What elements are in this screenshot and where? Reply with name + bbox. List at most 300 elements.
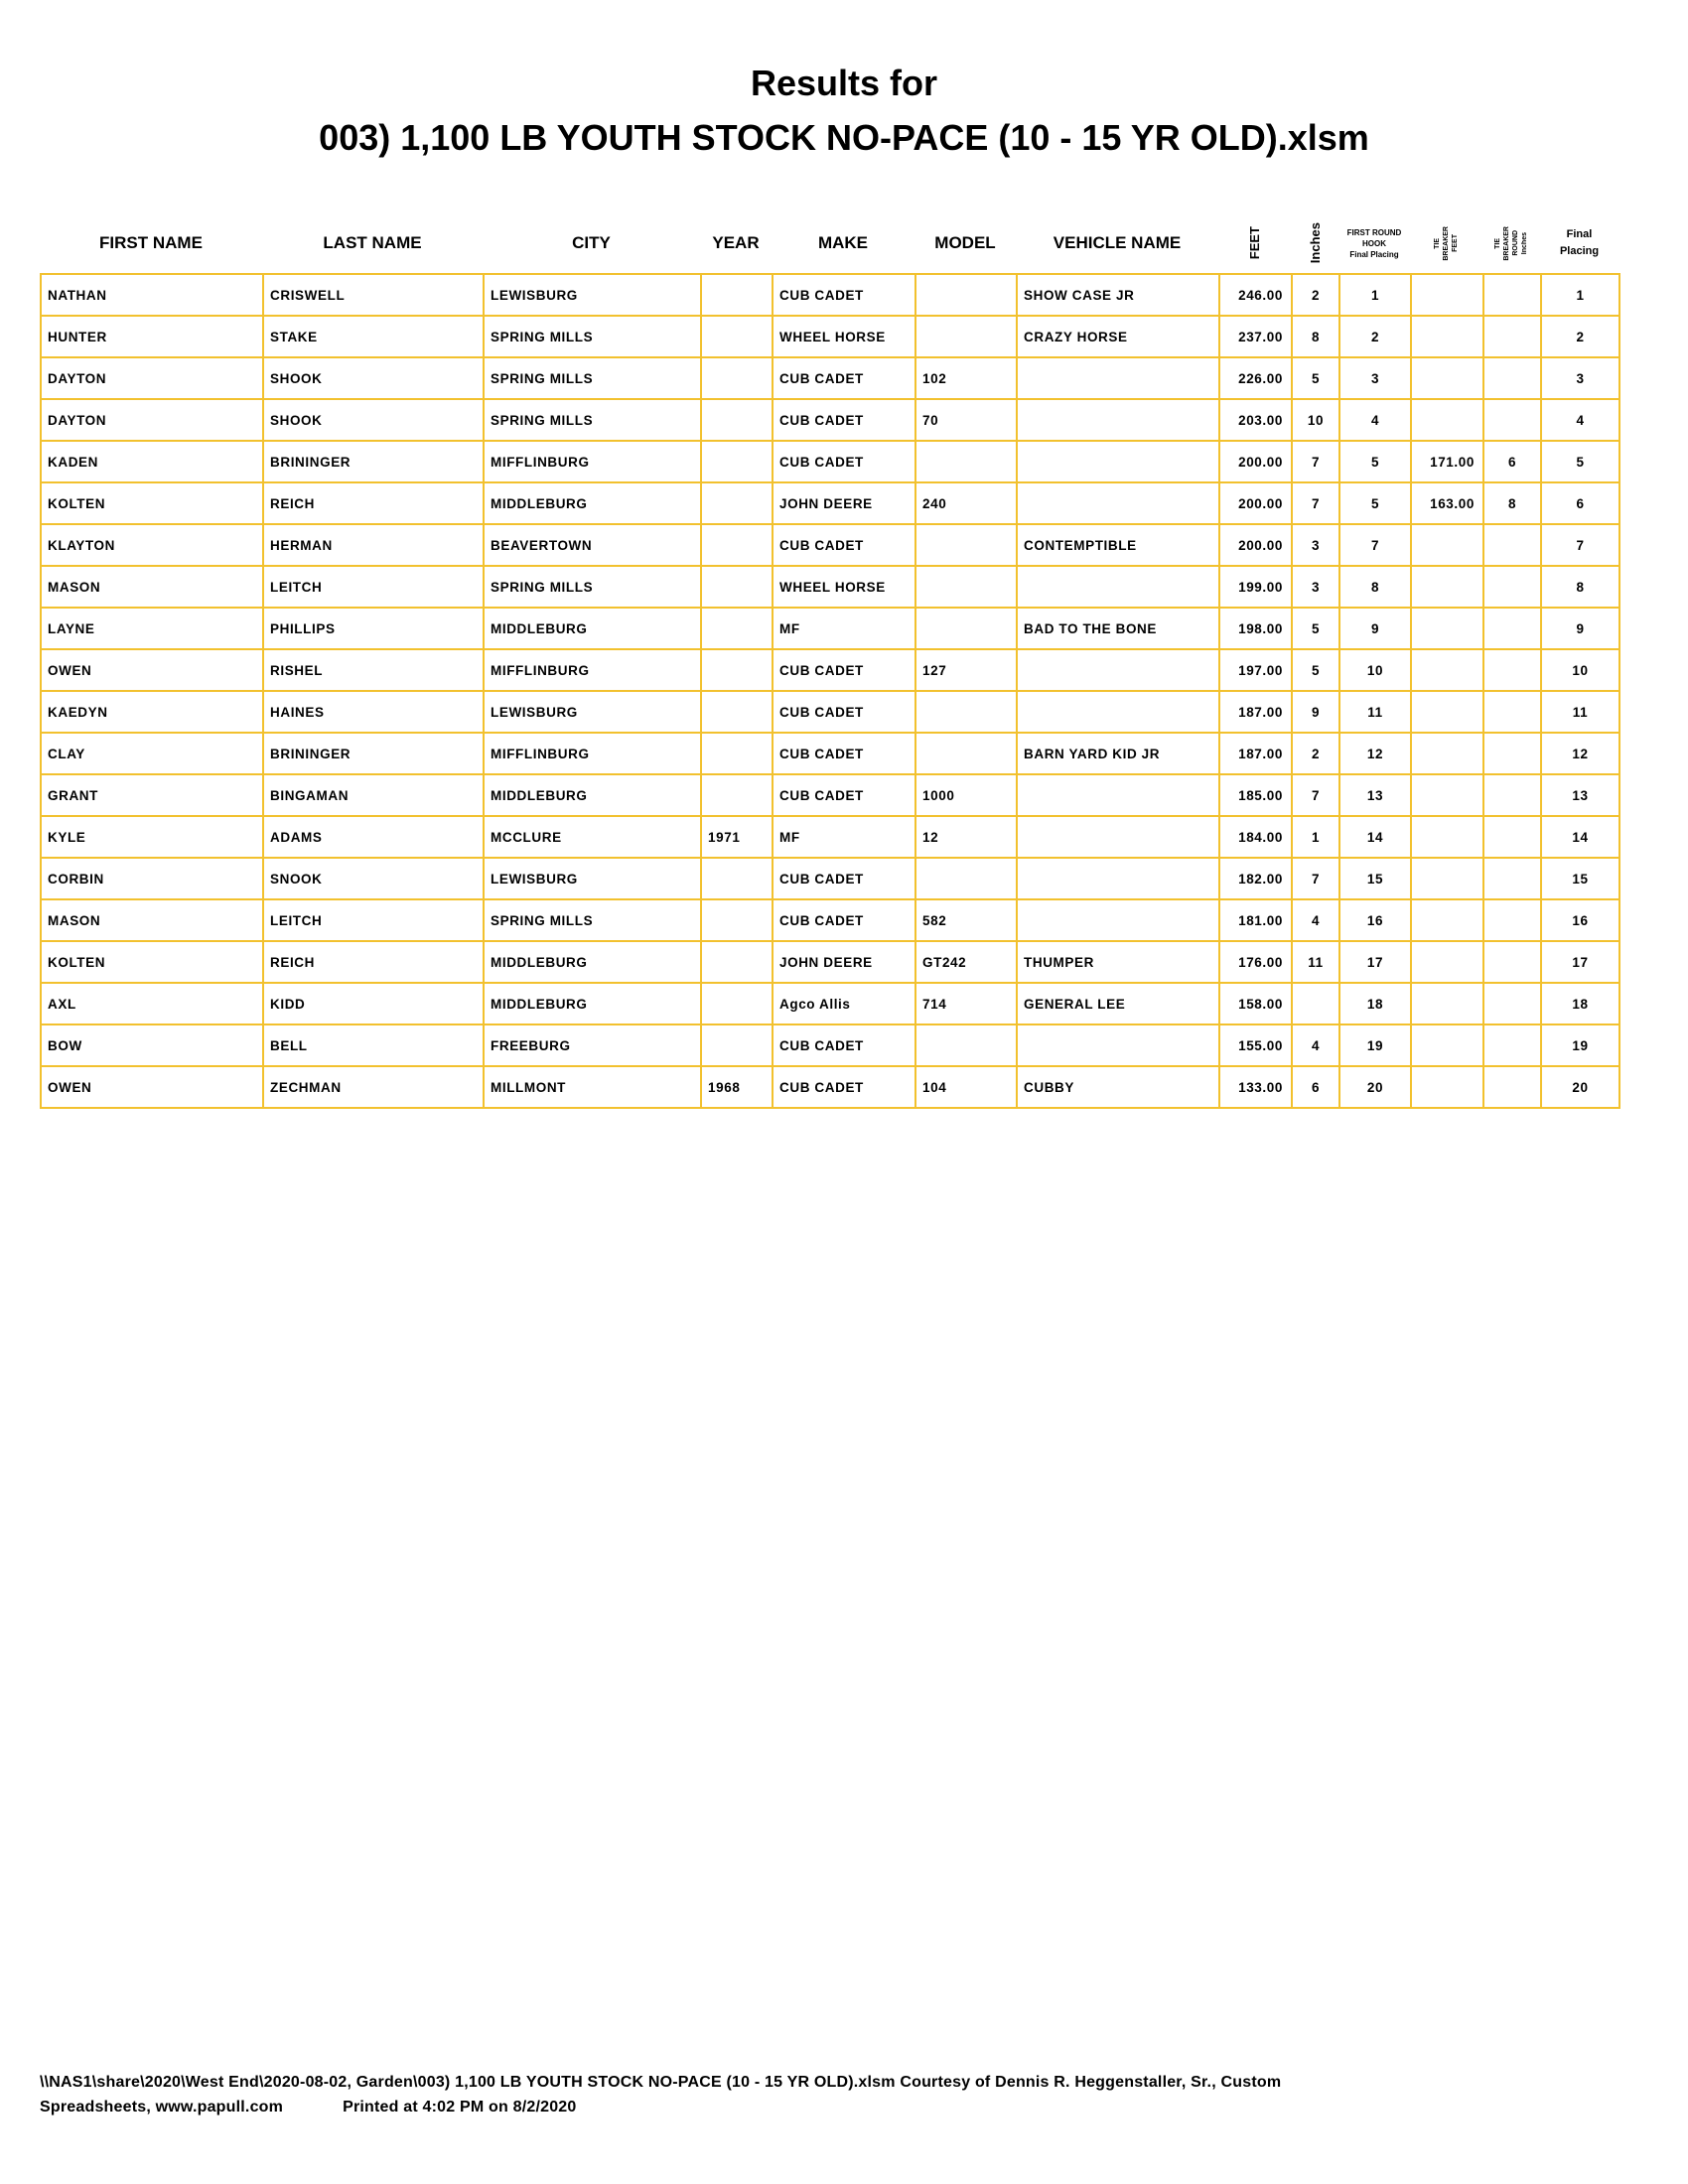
cell-vehicle-name: BARN YARD KID JR: [1017, 733, 1219, 774]
cell-make: MF: [773, 816, 915, 858]
cell-vehicle-name: SHOW CASE JR: [1017, 274, 1219, 316]
cell-city: BEAVERTOWN: [484, 524, 701, 566]
cell-first-name: AXL: [41, 983, 263, 1024]
cell-last-name: REICH: [263, 941, 484, 983]
footer-site: Spreadsheets, www.papull.com: [40, 2099, 284, 2116]
header-feet-label: FEET: [1247, 226, 1262, 260]
cell-tiebreaker-feet: [1411, 858, 1483, 899]
cell-final-placing: 2: [1541, 316, 1619, 357]
cell-tiebreaker-feet: [1411, 649, 1483, 691]
cell-city: SPRING MILLS: [484, 566, 701, 608]
table-row: [41, 941, 1619, 983]
cell-feet: 200.00: [1219, 524, 1292, 566]
cell-first-name: LAYNE: [41, 608, 263, 649]
cell-make: CUB CADET: [773, 274, 915, 316]
cell-year: [701, 941, 773, 983]
cell-model: 70: [915, 399, 1017, 441]
cell-feet: 246.00: [1219, 274, 1292, 316]
cell-last-name: RISHEL: [263, 649, 484, 691]
cell-feet: 185.00: [1219, 774, 1292, 816]
cell-inches: 1: [1292, 816, 1339, 858]
cell-model: GT242: [915, 941, 1017, 983]
cell-tiebreaker-feet: [1411, 524, 1483, 566]
cell-vehicle-name: CRAZY HORSE: [1017, 316, 1219, 357]
cell-inches: 5: [1292, 608, 1339, 649]
header-first-round-l2: HOOK: [1362, 238, 1386, 248]
cell-first-round: 4: [1339, 399, 1411, 441]
cell-year: [701, 524, 773, 566]
cell-inches: 7: [1292, 858, 1339, 899]
cell-first-round: 11: [1339, 691, 1411, 733]
cell-final-placing: 12: [1541, 733, 1619, 774]
cell-final-placing: 20: [1541, 1066, 1619, 1108]
cell-final-placing: 13: [1541, 774, 1619, 816]
cell-vehicle-name: [1017, 399, 1219, 441]
footer: [40, 2070, 1648, 2119]
cell-model: 240: [915, 482, 1017, 524]
cell-make: CUB CADET: [773, 1024, 915, 1066]
cell-final-placing: 14: [1541, 816, 1619, 858]
cell-tiebreaker-inches: [1483, 941, 1541, 983]
cell-tiebreaker-inches: [1483, 899, 1541, 941]
cell-first-round: 1: [1339, 274, 1411, 316]
header-first-name: FIRST NAME: [99, 233, 203, 252]
cell-year: [701, 774, 773, 816]
cell-inches: 3: [1292, 524, 1339, 566]
cell-year: [701, 733, 773, 774]
cell-make: CUB CADET: [773, 733, 915, 774]
cell-last-name: HAINES: [263, 691, 484, 733]
cell-tiebreaker-inches: [1483, 1024, 1541, 1066]
cell-tiebreaker-feet: [1411, 608, 1483, 649]
cell-first-round: 16: [1339, 899, 1411, 941]
cell-tiebreaker-inches: [1483, 649, 1541, 691]
cell-feet: 182.00: [1219, 858, 1292, 899]
cell-feet: 181.00: [1219, 899, 1292, 941]
cell-first-name: BOW: [41, 1024, 263, 1066]
cell-inches: 4: [1292, 899, 1339, 941]
cell-final-placing: 11: [1541, 691, 1619, 733]
cell-last-name: PHILLIPS: [263, 608, 484, 649]
cell-first-name: DAYTON: [41, 399, 263, 441]
header-tb-round-l2: BREAKER: [1503, 225, 1510, 261]
cell-city: SPRING MILLS: [484, 316, 701, 357]
header-year: YEAR: [712, 233, 760, 252]
cell-year: [701, 983, 773, 1024]
cell-final-placing: 16: [1541, 899, 1619, 941]
cell-make: CUB CADET: [773, 524, 915, 566]
cell-tiebreaker-inches: [1483, 316, 1541, 357]
cell-last-name: BINGAMAN: [263, 774, 484, 816]
cell-inches: 9: [1292, 691, 1339, 733]
cell-year: [701, 274, 773, 316]
cell-final-placing: 17: [1541, 941, 1619, 983]
cell-feet: 200.00: [1219, 441, 1292, 482]
header-final-l1: Final: [1566, 228, 1593, 240]
cell-tiebreaker-inches: [1483, 1066, 1541, 1108]
table-row: [41, 774, 1619, 816]
cell-tiebreaker-inches: [1483, 274, 1541, 316]
cell-first-round: 19: [1339, 1024, 1411, 1066]
cell-final-placing: 15: [1541, 858, 1619, 899]
cell-tiebreaker-feet: [1411, 274, 1483, 316]
header-tb-round-l3: ROUND: [1512, 230, 1519, 256]
cell-inches: 8: [1292, 316, 1339, 357]
table-row: [41, 441, 1619, 482]
cell-city: LEWISBURG: [484, 274, 701, 316]
cell-model: 714: [915, 983, 1017, 1024]
table-row: [41, 316, 1619, 357]
cell-last-name: ZECHMAN: [263, 1066, 484, 1108]
cell-make: CUB CADET: [773, 441, 915, 482]
cell-first-round: 13: [1339, 774, 1411, 816]
cell-year: [701, 399, 773, 441]
footer-path-line: \\NAS1\share\2020\West End\2020-08-02, Garden\003) 1,100 LB YOUTH STOCK NO-PACE (10 - 15 YR OLD).xlsm Courtesy of Dennis R. Heggenstaller, Sr., Custom: [40, 2074, 1282, 2091]
cell-first-round: 8: [1339, 566, 1411, 608]
cell-feet: 158.00: [1219, 983, 1292, 1024]
cell-tiebreaker-feet: 171.00: [1411, 441, 1483, 482]
cell-tiebreaker-inches: 8: [1483, 482, 1541, 524]
cell-last-name: HERMAN: [263, 524, 484, 566]
cell-tiebreaker-inches: [1483, 357, 1541, 399]
cell-vehicle-name: [1017, 816, 1219, 858]
cell-year: [701, 566, 773, 608]
cell-tiebreaker-feet: 163.00: [1411, 482, 1483, 524]
header-final-placing: [1540, 208, 1618, 278]
cell-first-round: 9: [1339, 608, 1411, 649]
cell-tiebreaker-feet: [1411, 816, 1483, 858]
cell-make: CUB CADET: [773, 858, 915, 899]
cell-make: WHEEL HORSE: [773, 316, 915, 357]
cell-vehicle-name: [1017, 649, 1219, 691]
cell-last-name: BELL: [263, 1024, 484, 1066]
cell-feet: 226.00: [1219, 357, 1292, 399]
footer-second-line: [40, 2095, 1648, 2119]
header-first-round-l3: Final Placing: [1349, 249, 1399, 259]
table-row: [41, 1066, 1619, 1108]
cell-final-placing: 19: [1541, 1024, 1619, 1066]
cell-inches: 2: [1292, 274, 1339, 316]
cell-first-name: KYLE: [41, 816, 263, 858]
cell-last-name: REICH: [263, 482, 484, 524]
cell-tiebreaker-feet: [1411, 774, 1483, 816]
cell-model: [915, 733, 1017, 774]
cell-feet: 187.00: [1219, 733, 1292, 774]
cell-tiebreaker-inches: [1483, 691, 1541, 733]
cell-inches: 2: [1292, 733, 1339, 774]
cell-make: CUB CADET: [773, 399, 915, 441]
cell-tiebreaker-inches: [1483, 608, 1541, 649]
cell-first-round: 17: [1339, 941, 1411, 983]
cell-vehicle-name: CUBBY: [1017, 1066, 1219, 1108]
cell-vehicle-name: [1017, 482, 1219, 524]
cell-last-name: SHOOK: [263, 399, 484, 441]
table-row: [41, 524, 1619, 566]
header-inches-label: Inches: [1307, 222, 1323, 264]
cell-first-name: MASON: [41, 566, 263, 608]
table-row: [41, 357, 1619, 399]
cell-first-name: OWEN: [41, 649, 263, 691]
cell-feet: 187.00: [1219, 691, 1292, 733]
cell-vehicle-name: THUMPER: [1017, 941, 1219, 983]
cell-first-round: 3: [1339, 357, 1411, 399]
cell-model: [915, 608, 1017, 649]
cell-year: 1971: [701, 816, 773, 858]
cell-last-name: SNOOK: [263, 858, 484, 899]
cell-first-name: GRANT: [41, 774, 263, 816]
cell-inches: 5: [1292, 649, 1339, 691]
header-tb-feet-l1: TIE: [1434, 237, 1441, 249]
cell-inches: 4: [1292, 1024, 1339, 1066]
cell-first-name: MASON: [41, 899, 263, 941]
cell-model: 127: [915, 649, 1017, 691]
cell-make: CUB CADET: [773, 357, 915, 399]
cell-year: [701, 858, 773, 899]
table-row: [41, 566, 1619, 608]
cell-feet: 199.00: [1219, 566, 1292, 608]
cell-tiebreaker-feet: [1411, 691, 1483, 733]
cell-final-placing: 3: [1541, 357, 1619, 399]
cell-year: [701, 691, 773, 733]
cell-tiebreaker-inches: [1483, 816, 1541, 858]
cell-feet: 184.00: [1219, 816, 1292, 858]
header-tiebreaker-round: [1482, 208, 1540, 278]
cell-make: WHEEL HORSE: [773, 566, 915, 608]
cell-make: JOHN DEERE: [773, 941, 915, 983]
cell-inches: 7: [1292, 774, 1339, 816]
cell-city: MIDDLEBURG: [484, 983, 701, 1024]
header-model: MODEL: [934, 233, 996, 252]
cell-vehicle-name: GENERAL LEE: [1017, 983, 1219, 1024]
header-inches: [1291, 208, 1338, 278]
cell-tiebreaker-inches: [1483, 524, 1541, 566]
cell-last-name: KIDD: [263, 983, 484, 1024]
cell-tiebreaker-inches: [1483, 399, 1541, 441]
cell-vehicle-name: BAD TO THE BONE: [1017, 608, 1219, 649]
header-tb-feet-l3: FEET: [1452, 234, 1459, 252]
header-tb-round-l4: Inches: [1521, 231, 1528, 255]
header-feet: [1218, 208, 1291, 278]
cell-first-name: CLAY: [41, 733, 263, 774]
cell-make: JOHN DEERE: [773, 482, 915, 524]
cell-city: LEWISBURG: [484, 858, 701, 899]
table-row: [41, 983, 1619, 1024]
cell-last-name: STAKE: [263, 316, 484, 357]
cell-first-round: 10: [1339, 649, 1411, 691]
cell-final-placing: 1: [1541, 274, 1619, 316]
header-city: CITY: [572, 233, 611, 252]
cell-inches: 6: [1292, 1066, 1339, 1108]
header-tiebreaker-feet: [1410, 208, 1482, 278]
cell-tiebreaker-feet: [1411, 733, 1483, 774]
cell-city: MIFFLINBURG: [484, 733, 701, 774]
cell-year: [701, 649, 773, 691]
cell-final-placing: 10: [1541, 649, 1619, 691]
cell-inches: 7: [1292, 482, 1339, 524]
cell-year: [701, 482, 773, 524]
cell-vehicle-name: [1017, 691, 1219, 733]
cell-last-name: BRININGER: [263, 733, 484, 774]
cell-tiebreaker-feet: [1411, 899, 1483, 941]
cell-vehicle-name: CONTEMPTIBLE: [1017, 524, 1219, 566]
cell-year: [701, 608, 773, 649]
cell-tiebreaker-inches: [1483, 774, 1541, 816]
cell-final-placing: 7: [1541, 524, 1619, 566]
cell-feet: 203.00: [1219, 399, 1292, 441]
cell-tiebreaker-feet: [1411, 316, 1483, 357]
cell-last-name: ADAMS: [263, 816, 484, 858]
cell-make: MF: [773, 608, 915, 649]
cell-first-round: 14: [1339, 816, 1411, 858]
cell-model: 104: [915, 1066, 1017, 1108]
cell-year: [701, 316, 773, 357]
header-last-name: LAST NAME: [323, 233, 422, 252]
cell-vehicle-name: [1017, 357, 1219, 399]
cell-final-placing: 5: [1541, 441, 1619, 482]
cell-model: [915, 524, 1017, 566]
cell-feet: 155.00: [1219, 1024, 1292, 1066]
cell-tiebreaker-feet: [1411, 357, 1483, 399]
table-row: [41, 1024, 1619, 1066]
cell-inches: [1292, 983, 1339, 1024]
table-row: [41, 399, 1619, 441]
cell-inches: 7: [1292, 441, 1339, 482]
cell-final-placing: 18: [1541, 983, 1619, 1024]
cell-city: MCCLURE: [484, 816, 701, 858]
table-row: [41, 608, 1619, 649]
page-title-line1: Results for: [750, 63, 938, 103]
cell-make: CUB CADET: [773, 774, 915, 816]
cell-first-round: 18: [1339, 983, 1411, 1024]
table-row: [41, 649, 1619, 691]
cell-final-placing: 8: [1541, 566, 1619, 608]
header-make: MAKE: [817, 233, 869, 252]
cell-city: MIDDLEBURG: [484, 774, 701, 816]
cell-tiebreaker-feet: [1411, 941, 1483, 983]
results-table: [40, 273, 1620, 1109]
cell-vehicle-name: [1017, 441, 1219, 482]
cell-inches: 10: [1292, 399, 1339, 441]
cell-first-round: 5: [1339, 482, 1411, 524]
cell-final-placing: 9: [1541, 608, 1619, 649]
cell-first-round: 20: [1339, 1066, 1411, 1108]
header-first-round: [1338, 208, 1410, 278]
cell-last-name: CRISWELL: [263, 274, 484, 316]
cell-tiebreaker-feet: [1411, 399, 1483, 441]
cell-first-round: 7: [1339, 524, 1411, 566]
cell-feet: 133.00: [1219, 1066, 1292, 1108]
cell-tiebreaker-inches: [1483, 733, 1541, 774]
cell-model: 102: [915, 357, 1017, 399]
cell-city: MIDDLEBURG: [484, 941, 701, 983]
cell-tiebreaker-inches: [1483, 983, 1541, 1024]
cell-make: CUB CADET: [773, 899, 915, 941]
cell-tiebreaker-inches: 6: [1483, 441, 1541, 482]
cell-city: MIDDLEBURG: [484, 482, 701, 524]
table-row: [41, 482, 1619, 524]
cell-year: [701, 357, 773, 399]
cell-model: 582: [915, 899, 1017, 941]
footer-printed: Printed at 4:02 PM on 8/2/2020: [343, 2099, 577, 2116]
cell-first-round: 5: [1339, 441, 1411, 482]
page-title-line2: 003) 1,100 LB YOUTH STOCK NO-PACE (10 - 15 YR OLD).xlsm: [319, 117, 1369, 158]
cell-tiebreaker-inches: [1483, 566, 1541, 608]
cell-final-placing: 6: [1541, 482, 1619, 524]
cell-vehicle-name: [1017, 566, 1219, 608]
cell-make: Agco Allis: [773, 983, 915, 1024]
cell-tiebreaker-feet: [1411, 983, 1483, 1024]
cell-first-name: KADEN: [41, 441, 263, 482]
cell-first-name: CORBIN: [41, 858, 263, 899]
cell-first-round: 2: [1339, 316, 1411, 357]
cell-make: CUB CADET: [773, 691, 915, 733]
cell-first-name: KOLTEN: [41, 941, 263, 983]
cell-tiebreaker-feet: [1411, 1066, 1483, 1108]
cell-first-name: KAEDYN: [41, 691, 263, 733]
cell-model: 12: [915, 816, 1017, 858]
table-row: [41, 691, 1619, 733]
cell-inches: 11: [1292, 941, 1339, 983]
cell-vehicle-name: [1017, 858, 1219, 899]
table-row: [41, 274, 1619, 316]
cell-last-name: LEITCH: [263, 899, 484, 941]
cell-last-name: BRININGER: [263, 441, 484, 482]
results-body: [41, 274, 1619, 1108]
cell-first-name: KOLTEN: [41, 482, 263, 524]
table-row: [41, 899, 1619, 941]
cell-year: [701, 441, 773, 482]
cell-city: MIFFLINBURG: [484, 649, 701, 691]
cell-year: [701, 1024, 773, 1066]
header-final-l2: Placing: [1559, 245, 1600, 257]
cell-city: MIFFLINBURG: [484, 441, 701, 482]
cell-first-name: HUNTER: [41, 316, 263, 357]
cell-first-name: OWEN: [41, 1066, 263, 1108]
cell-city: SPRING MILLS: [484, 357, 701, 399]
cell-vehicle-name: [1017, 1024, 1219, 1066]
cell-feet: 237.00: [1219, 316, 1292, 357]
cell-model: [915, 274, 1017, 316]
cell-first-name: NATHAN: [41, 274, 263, 316]
cell-make: CUB CADET: [773, 1066, 915, 1108]
cell-tiebreaker-feet: [1411, 566, 1483, 608]
table-row: [41, 733, 1619, 774]
cell-model: [915, 858, 1017, 899]
cell-first-round: 15: [1339, 858, 1411, 899]
cell-model: 1000: [915, 774, 1017, 816]
cell-feet: 197.00: [1219, 649, 1292, 691]
header-first-round-l1: FIRST ROUND: [1346, 227, 1402, 237]
header-tb-round-l1: TIE: [1494, 237, 1501, 249]
cell-inches: 5: [1292, 357, 1339, 399]
cell-city: MILLMONT: [484, 1066, 701, 1108]
cell-city: LEWISBURG: [484, 691, 701, 733]
cell-first-round: 12: [1339, 733, 1411, 774]
cell-model: [915, 1024, 1017, 1066]
cell-year: 1968: [701, 1066, 773, 1108]
cell-last-name: LEITCH: [263, 566, 484, 608]
cell-tiebreaker-inches: [1483, 858, 1541, 899]
cell-vehicle-name: [1017, 774, 1219, 816]
cell-tiebreaker-feet: [1411, 1024, 1483, 1066]
cell-model: [915, 691, 1017, 733]
cell-city: SPRING MILLS: [484, 399, 701, 441]
cell-year: [701, 899, 773, 941]
table-row: [41, 858, 1619, 899]
cell-inches: 3: [1292, 566, 1339, 608]
cell-make: CUB CADET: [773, 649, 915, 691]
cell-vehicle-name: [1017, 899, 1219, 941]
